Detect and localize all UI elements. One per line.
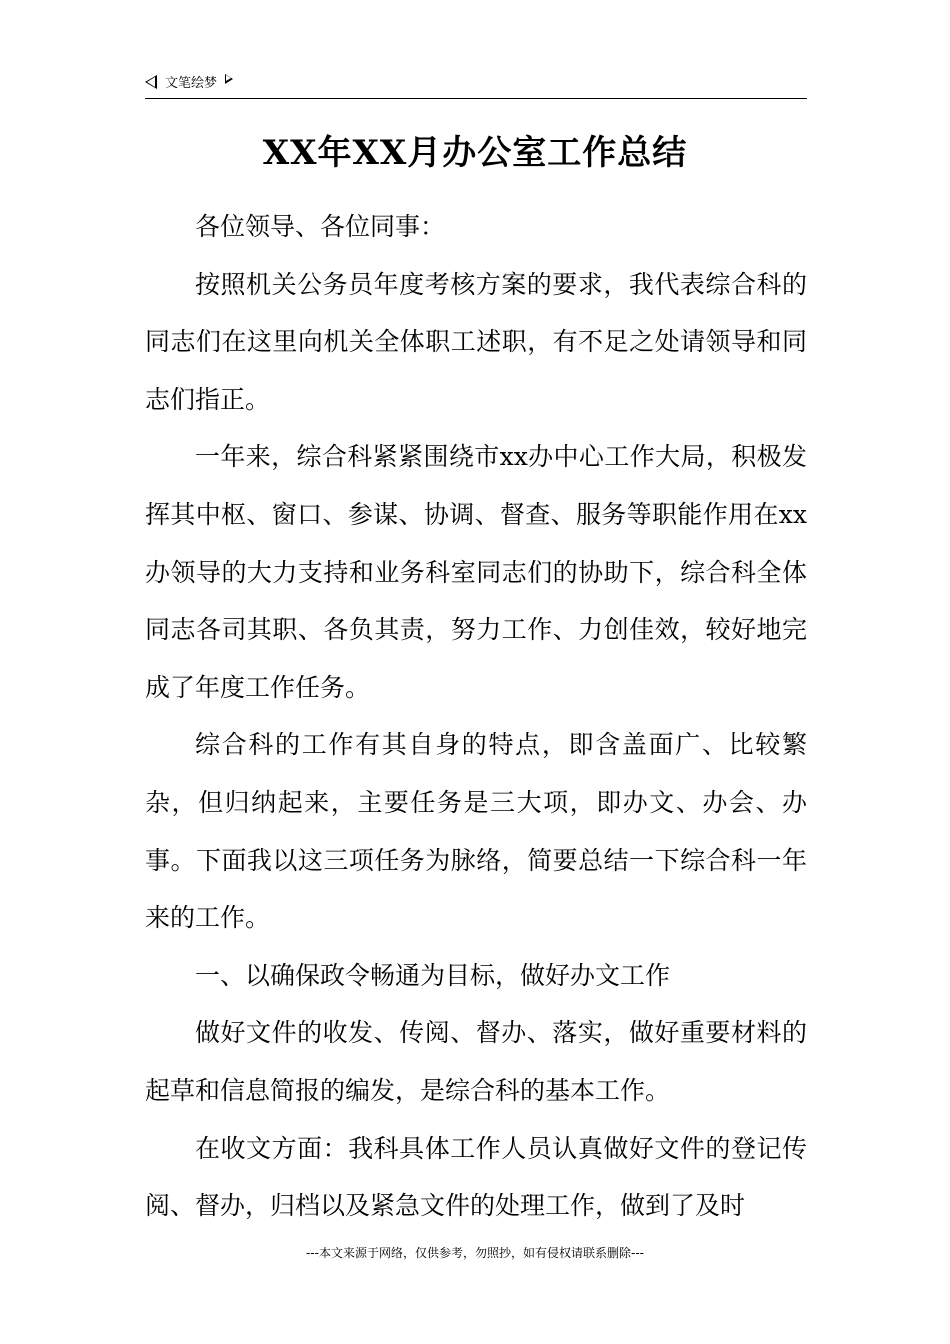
paragraph: 按照机关公务员年度考核方案的要求，我代表综合科的同志们在这里向机关全体职工述职，有不足之处请领导和同志们指正。 [145,269,807,414]
section-heading: 一、以确保政令畅通为目标，做好办文工作 [195,960,671,990]
triangle-right-icon [225,74,233,84]
triangle-left-icon [145,75,157,89]
brand-label: 文笔绘梦 [165,76,218,91]
header-brand [145,72,233,91]
document-title: XX年XX月办公室工作总结 [262,133,688,173]
document-body [145,198,807,1235]
page-header [145,72,807,99]
paragraph: 综合科的工作有其自身的特点，即含盖面广、比较繁杂，但归纳起来，主要任务是三大项，即办文、办会、办事。下面我以这三项任务为脉络，简要总结一下综合科一年来的工作。 [145,730,807,933]
paragraph: 做好文件的收发、传阅、督办、落实，做好重要材料的起草和信息简报的编发，是综合科的基本工作。 [145,1018,807,1105]
footer-disclaimer: ---本文来源于网络，仅供参考，勿照抄，如有侵权请联系删除--- [306,1246,644,1260]
paragraph: 一年来，综合科紧紧围绕市xx办中心工作大局，积极发挥其中枢、窗口、参谋、协调、督查、服务等职能作用在xx办领导的大力支持和业务科室同志们的协助下，综合科全体同志各司其职、各负其责，努力工作、力创佳效，较好地完成了年度工作任务。 [145,442,807,702]
paragraph-salutation: 各位领导、各位同事： [195,212,446,241]
paragraph: 在收文方面：我科具体工作人员认真做好文件的登记传阅、督办，归档以及紧急文件的处理工作，做到了及时 [145,1133,807,1221]
